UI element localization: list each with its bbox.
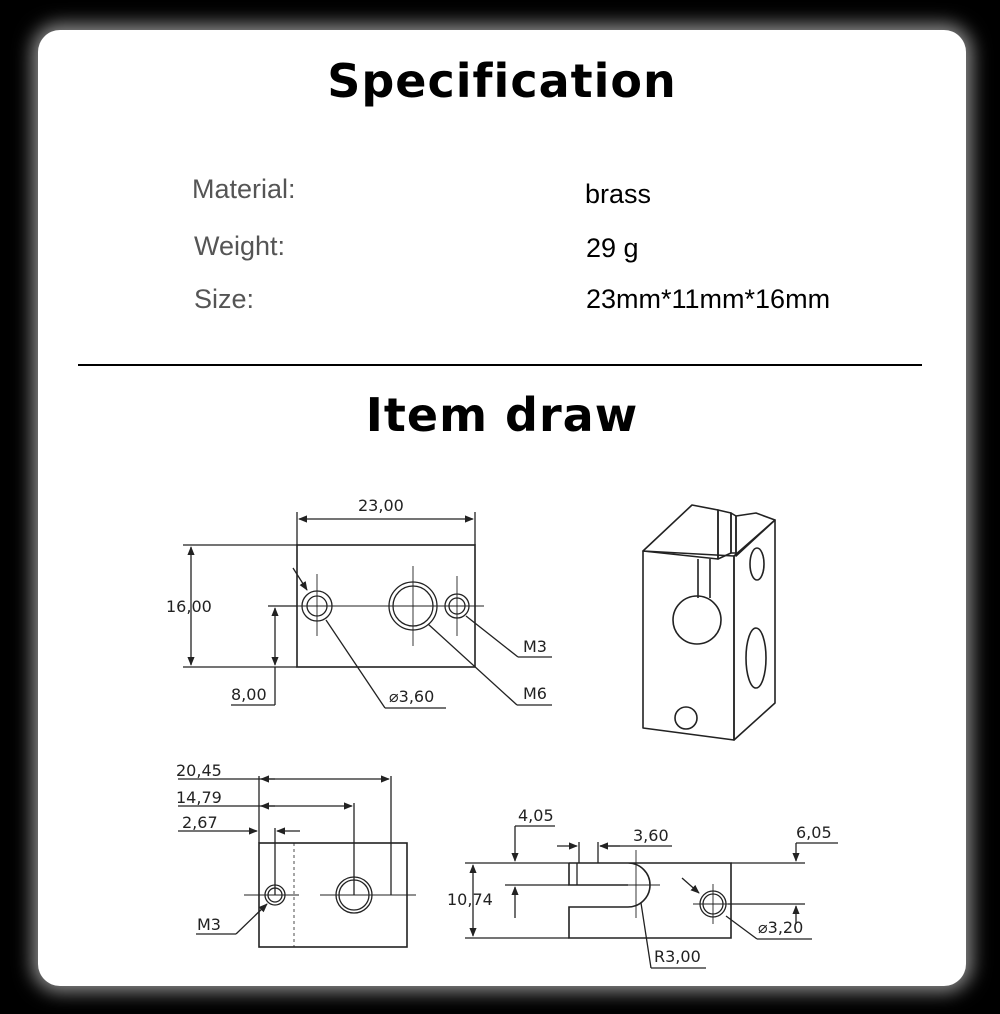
isometric-view: [643, 505, 775, 740]
label-thread-large: M6: [523, 684, 547, 703]
label-hole-small: ⌀3,60: [389, 687, 435, 706]
label-radius: R3,00: [654, 947, 701, 966]
side-view: [465, 826, 838, 968]
page-title: Specification: [327, 54, 677, 108]
front-view: [183, 512, 552, 708]
iso-small-hole: [675, 707, 697, 729]
dim-half-height: 8,00: [231, 685, 267, 704]
section-title: Item draw: [365, 388, 639, 442]
dim-width: 23,00: [358, 496, 404, 515]
iso-bore: [673, 596, 721, 644]
dim-slot-width: 3,60: [633, 826, 669, 845]
spec-label-size: Size:: [194, 284, 255, 314]
dim-top-1: 20,45: [176, 761, 222, 780]
side-view-outline: [569, 863, 731, 938]
dim-top-2: 14,79: [176, 788, 222, 807]
dim-hole-offset: 6,05: [796, 823, 832, 842]
spec-value-size: 23mm*11mm*16mm: [586, 284, 831, 314]
dim-top-3: 2,67: [182, 813, 218, 832]
spec-label-weight: Weight:: [194, 231, 286, 261]
dim-slot-depth: 4,05: [518, 806, 554, 825]
dim-height: 16,00: [166, 597, 212, 616]
label-thread-small: M3: [523, 637, 547, 656]
spec-value-material: brass: [585, 179, 652, 209]
dim-side-height: 10,74: [447, 890, 493, 909]
iso-front-face: [643, 551, 734, 740]
spec-value-weight: 29 g: [586, 233, 639, 263]
label-side-hole: ⌀3,20: [758, 918, 804, 937]
spec-label-material: Material:: [192, 174, 296, 204]
label-top-thread: M3: [197, 915, 221, 934]
